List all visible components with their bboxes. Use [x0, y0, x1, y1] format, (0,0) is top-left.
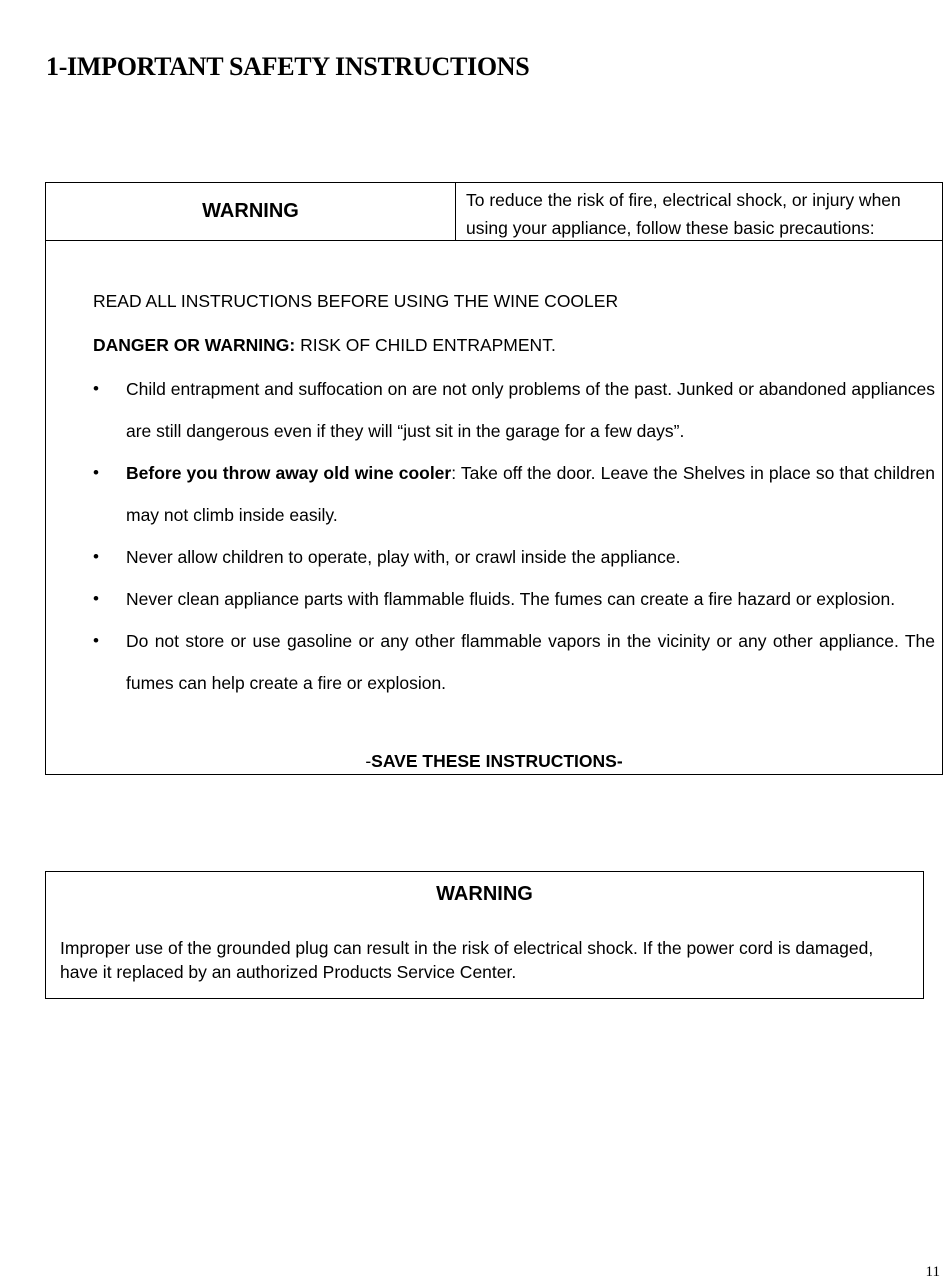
- page-title: 1-IMPORTANT SAFETY INSTRUCTIONS: [46, 52, 530, 81]
- bullet-icon: •: [93, 547, 99, 566]
- plug-warning-title: WARNING: [436, 883, 533, 905]
- bullet-text: : Take off the door. Leave the Shelves in place so that children may not climb inside easily.: [126, 463, 935, 525]
- bullet-text: Never allow children to operate, play with, or crawl inside the appliance.: [126, 547, 681, 567]
- bullet-icon: •: [93, 589, 99, 608]
- bullet-text: Do not store or use gasoline or any other flammable vapors in the vicinity or any other appliance. The fumes can help create a fire or explosion.: [126, 631, 935, 693]
- bullet-lead: Before you throw away old wine cooler: [126, 463, 452, 483]
- plug-warning-box: [45, 871, 924, 999]
- bullet-icon: •: [93, 463, 99, 482]
- danger-text: RISK OF CHILD ENTRAPMENT.: [295, 335, 556, 355]
- bullet-icon: •: [93, 631, 99, 650]
- plug-warning-text: Improper use of the grounded plug can result in the risk of electrical shock. If the power cord is damaged, have it replaced by an authorized Products Service Center.: [60, 938, 874, 982]
- warning-header-row: [46, 183, 942, 241]
- warning-intro-text: To reduce the risk of fire, electrical shock, or injury when using your appliance, follow these basic precautions:: [466, 190, 901, 238]
- bullet-icon: •: [93, 379, 99, 398]
- safety-warning-box: [45, 182, 943, 775]
- read-all-instructions: READ ALL INSTRUCTIONS BEFORE USING THE WINE COOLER: [93, 291, 619, 311]
- danger-label: DANGER OR WARNING:: [93, 335, 296, 355]
- save-instructions: [46, 751, 942, 772]
- bullet-text: Child entrapment and suffocation on are not only problems of the past. Junked or abandoned appliances are still dangerous even if they will “just sit in the garage for a few days”.: [126, 379, 935, 441]
- page-number: 11: [925, 1264, 940, 1280]
- bullet-text: Never clean appliance parts with flammable fluids. The fumes can create a fire hazard or explosion.: [126, 589, 896, 609]
- save-prefix: -: [365, 751, 372, 771]
- warning-label: WARNING: [46, 183, 456, 240]
- save-text: SAVE THESE INSTRUCTIONS-: [371, 751, 623, 771]
- danger-line: [93, 335, 556, 356]
